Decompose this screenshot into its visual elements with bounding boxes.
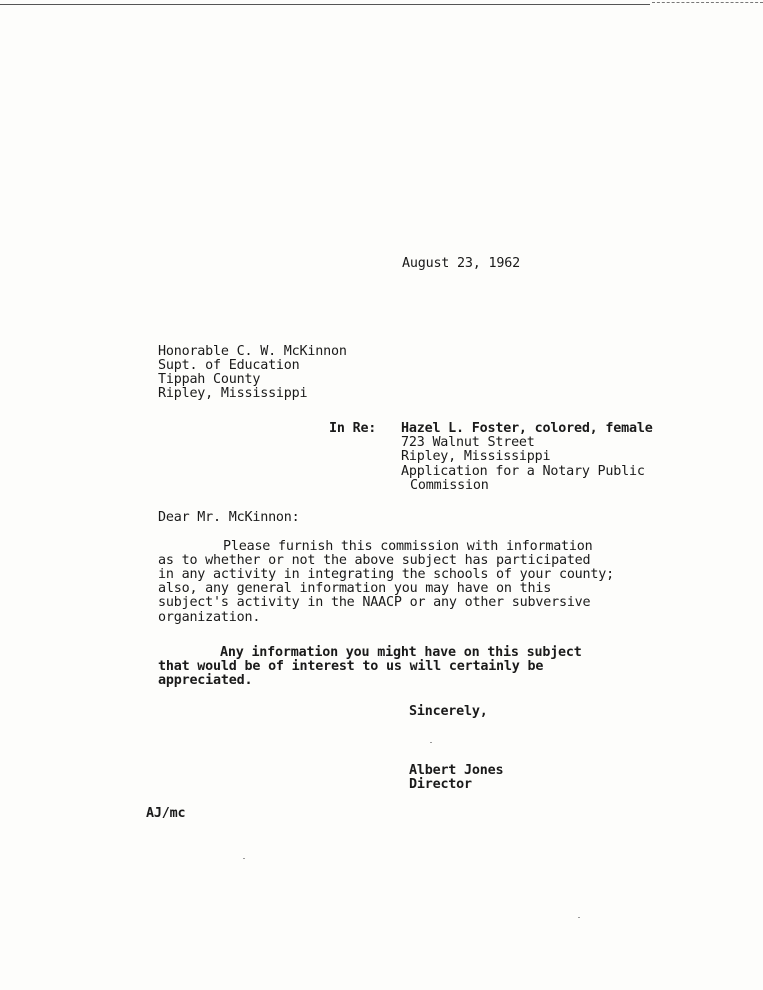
in-re-label: In Re: [329, 421, 377, 436]
paragraph1-line-5: subject's activity in the NAACP or any other subversive [158, 595, 591, 610]
salutation: Dear Mr. McKinnon: [158, 510, 300, 525]
paper-speck [430, 742, 432, 743]
recipient-title: Supt. of Education [158, 358, 300, 373]
in-re-line-2: 723 Walnut Street [401, 435, 535, 450]
closing: Sincerely, [409, 704, 488, 719]
recipient-city: Ripley, Mississippi [158, 386, 308, 401]
paragraph2-line-2: that would be of interest to us will certainly be [158, 659, 544, 674]
top-edge-dashes [652, 2, 763, 3]
paper-speck [578, 917, 580, 918]
paper-speck [243, 858, 245, 859]
paragraph1-line-3: in any activity in integrating the schools of your county; [158, 567, 614, 582]
recipient-name: Honorable C. W. McKinnon [158, 344, 347, 359]
signer-name: Albert Jones [409, 763, 504, 778]
paragraph1-line-6: organization. [158, 610, 261, 625]
letter-date: August 23, 1962 [402, 256, 520, 271]
in-re-line-4: Application for a Notary Public [401, 464, 645, 479]
in-re-line-5: Commission [410, 478, 489, 493]
top-edge-rule [0, 4, 650, 5]
paragraph1-line-1: Please furnish this commission with information [223, 539, 593, 554]
paragraph2-line-1: Any information you might have on this subject [220, 645, 582, 660]
typist-initials: AJ/mc [146, 806, 186, 821]
in-re-line-3: Ripley, Mississippi [401, 449, 551, 464]
recipient-county: Tippah County [158, 372, 261, 387]
signer-title: Director [409, 777, 472, 792]
in-re-line-1: Hazel L. Foster, colored, female [401, 421, 653, 436]
paragraph2-line-3: appreciated. [158, 673, 253, 688]
paragraph1-line-2: as to whether or not the above subject has participated [158, 553, 591, 568]
paragraph1-line-4: also, any general information you may have on this [158, 581, 552, 596]
